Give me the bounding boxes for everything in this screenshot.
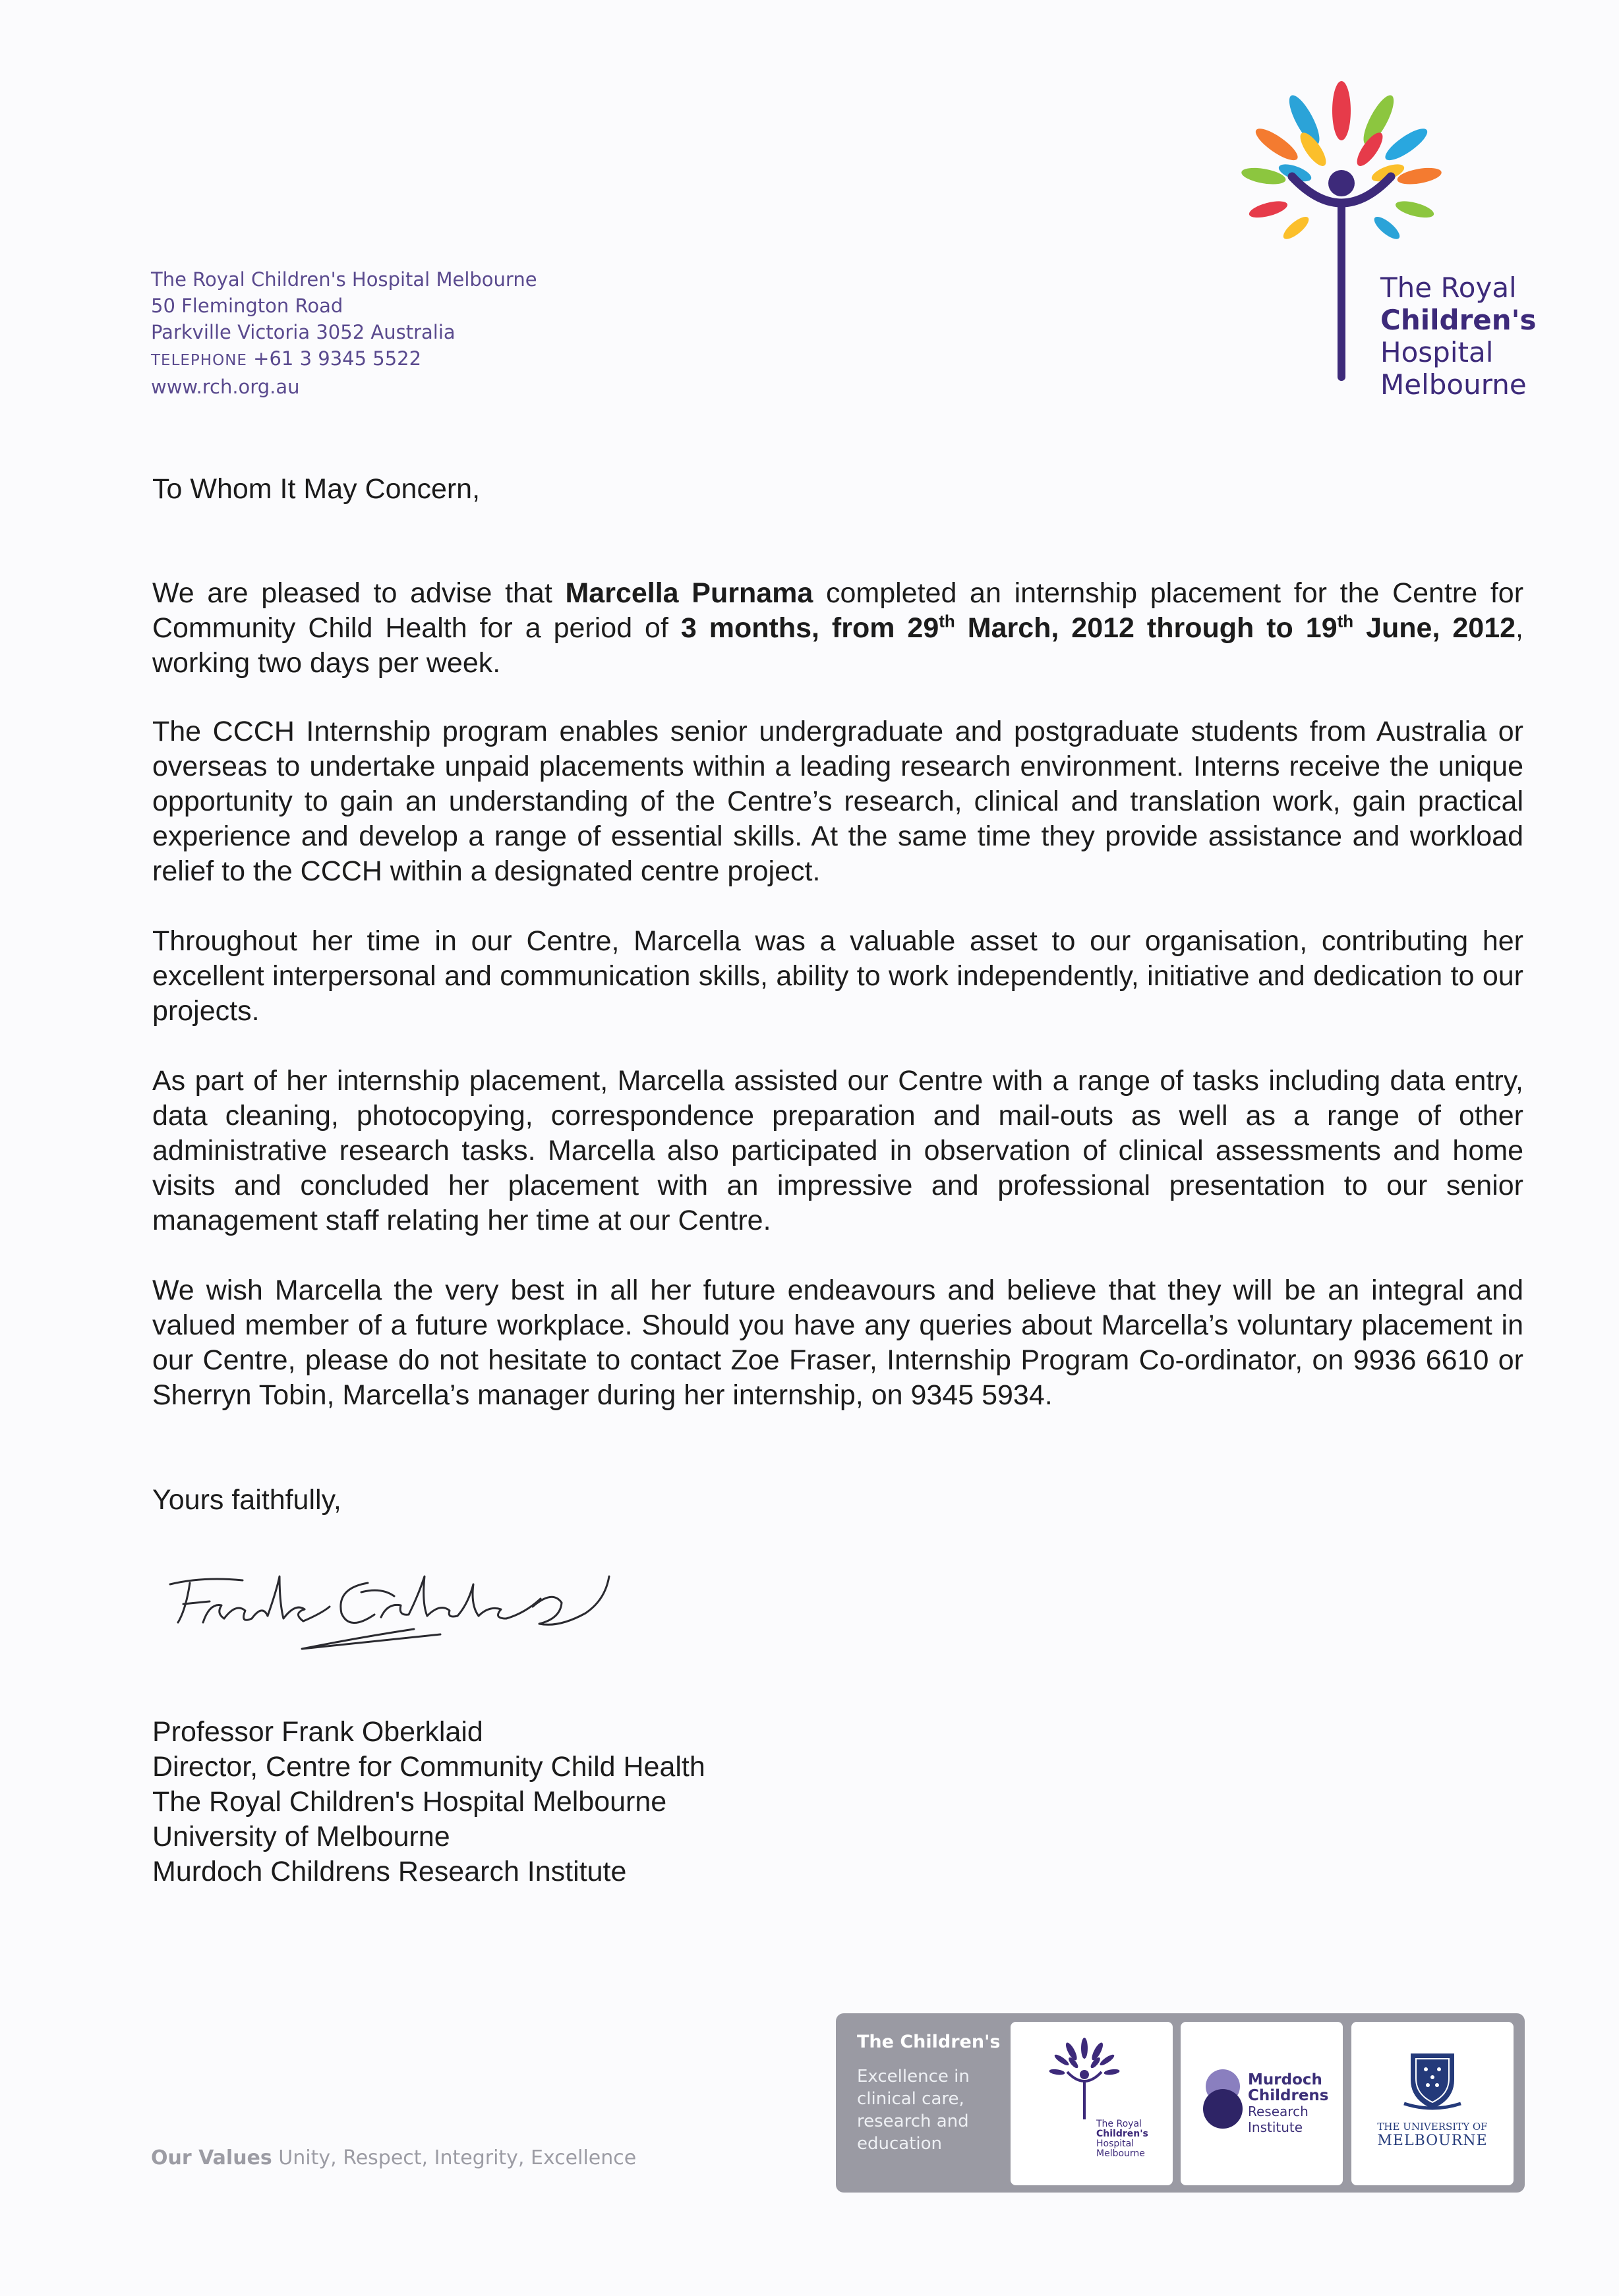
address-line-2: 50 Flemington Road [151,295,343,317]
website-link[interactable]: www.rch.org.au [151,376,300,398]
rch-mini-wordmark: The Royal Children's Hospital Melbourne [1096,2119,1148,2159]
paragraph-4: As part of her internship placement, Marcella assisted our Centre with a range of tasks including data entry, data cleaning, photocopying, correspondence preparation and mail-outs as well as a range of other administrative research tasks. Marcella also participated in observation of clinical assessments and home visits and concluded her placement with an impressive and professional presentation to our senior management staff relating her time at our Centre. [152,1065,1523,1236]
p1-text-a: We are pleased to advise that [152,577,566,609]
mcri-circles-logo-icon [1199,2068,1248,2137]
rch-logo-wordmark [1380,272,1537,401]
telephone-line [151,345,537,374]
p1-text-b: completed an internship placement for the Centre for Community Child Health for a period of [152,577,1524,644]
logo-line-3: Hospital [1380,336,1494,368]
intern-name: Marcella Purnama [565,577,813,609]
paragraph-1 [152,576,1523,681]
placement-period: 3 months, from 29th March, 2012 through to 19th June, 2012 [680,611,1516,644]
campus-title: The Children's [857,2032,1001,2052]
paragraph-3: Throughout her time in our Centre, Marcella was a valuable asset to our organisation, contributing her excellent interpersonal and communication skills, ability to work independently, initiative and dedication to our projects. [152,925,1523,1027]
campus-description [857,2032,1001,2155]
letterhead-address [151,266,537,400]
paragraph-2: The CCCH Internship program enables senior undergraduate and postgraduate students from Australia or overseas to undertake unpaid placements within a leading research environment. Interns receive the unique opportunity to gain an understanding of the Centre’s research, clinical and translation work, gain practical experience and develop a range of essential skills. At the same time they provide assistance and workload relief to the CCCH within a designated centre project. [152,716,1523,887]
values-label: Our Values [151,2146,272,2169]
logo-line-4: Melbourne [1380,368,1527,401]
signatory-block [152,1715,705,1889]
logo-line-1: The Royal [1380,272,1517,304]
p1-text-c: , working two days per week. [152,612,1523,679]
closing: Yours faithfully, [152,1484,341,1516]
signatory-org-2: University of Melbourne [152,1821,450,1852]
signatory-title: Director, Centre for Community Child Health [152,1751,705,1783]
logo-line-2: Children's [1380,304,1537,336]
uom-crest-icon [1403,2047,1462,2113]
paragraph-5: We wish Marcella the very best in all her future endeavours and believe that they will be an integral and valued member of a future workplace. Should you have any queries about Marcella’s voluntary placement in our Centre, please do not hesitate to contact Zoe Fraser, Internship Program Co-ordinator, on 9936 6610 or Sherryn Tobin, Marcella’s manager during her internship, on 9345 5934. [152,1275,1523,1411]
values-statement [151,2146,636,2169]
signatory-org-1: The Royal Children's Hospital Melbourne [152,1786,667,1818]
mcri-wordmark: Murdoch Childrens Research Institute [1248,2071,1329,2135]
salutation: To Whom It May Concern, [152,473,481,505]
telephone-number: +61 3 9345 5522 [253,347,422,370]
address-line-1: The Royal Children's Hospital Melbourne [151,268,537,291]
values-text: Unity, Respect, Integrity, Excellence [272,2146,637,2169]
rch-mini-logo-icon [1033,2035,1138,2121]
address-line-3: Parkville Victoria 3052 Australia [151,321,456,343]
campus-tagline: Excellence in clinical care, research and education [857,2067,970,2154]
telephone-label: TELEPHONE [151,352,247,369]
signatory-name: Professor Frank Oberklaid [152,1716,483,1748]
signatory-org-3: Murdoch Childrens Research Institute [152,1856,627,1887]
uom-wordmark: THE UNIVERSITY OF MELBOURNE [1377,2121,1488,2149]
handwritten-signature [163,1550,704,1682]
